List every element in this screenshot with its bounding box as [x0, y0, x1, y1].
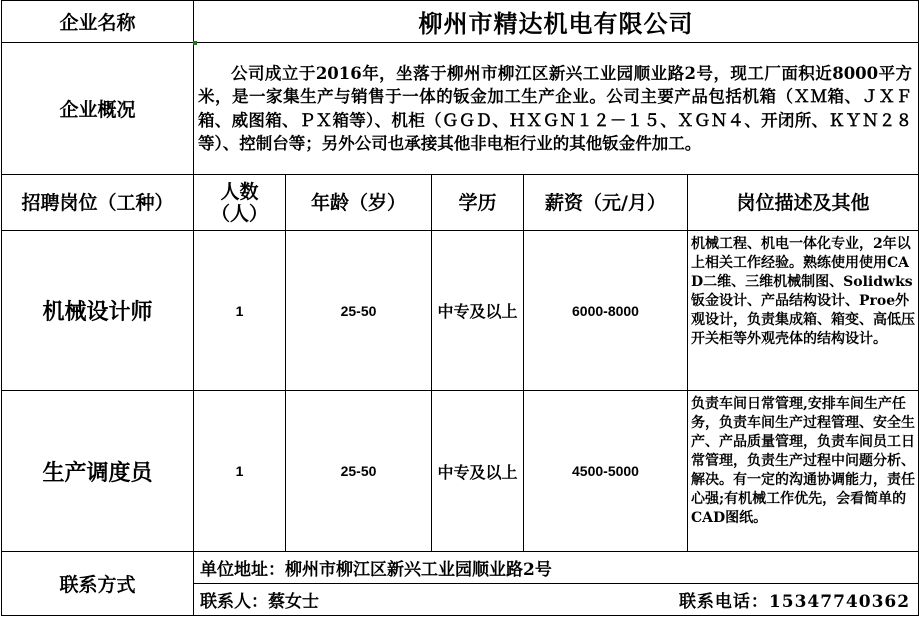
company-label: 企业名称 — [2, 1, 194, 43]
job-position: 生产调度员 — [2, 391, 194, 552]
job-description: 机械工程、机电一体化专业，2年以上相关工作经验。熟练使用使用CAD二维、三维机械制图、Solidwks钣金设计、产品结构设计、Proe外观设计，负责集成箱、箱变、高低压开关柜等外观壳体的结构设计。 — [688, 231, 919, 391]
contact-details — [194, 584, 919, 616]
job-count: 1 — [194, 231, 286, 391]
contact-address-row — [2, 552, 919, 584]
job-education: 中专及以上 — [432, 231, 524, 391]
recruitment-table — [1, 0, 919, 616]
job-row — [2, 391, 919, 552]
contact-person: 联系人：蔡女士 — [200, 592, 319, 612]
job-education: 中专及以上 — [432, 391, 524, 552]
header-row — [2, 175, 919, 231]
job-salary: 6000-8000 — [524, 231, 688, 391]
header-education: 学历 — [432, 175, 524, 231]
header-count: 人数（人） — [194, 175, 286, 231]
company-name: 柳州市精达机电有限公司 — [194, 1, 919, 43]
contact-label: 联系方式 — [2, 552, 194, 616]
company-row — [2, 1, 919, 43]
cell-marker — [193, 41, 197, 45]
job-count: 1 — [194, 391, 286, 552]
job-description: 负责车间日常管理,安排车间生产任务，负责车间生产过程管理、安全生产、产品质量管理，负责车间员工日常管理，负责生产过程中问题分析、解决。有一定的沟通协调能力，责任心强;有机械工作优先，会看简单的CAD图纸。 — [688, 391, 919, 552]
header-position: 招聘岗位（工种） — [2, 175, 194, 231]
header-salary: 薪资（元/月） — [524, 175, 688, 231]
contact-phone: 联系电话：15347740362 — [678, 592, 911, 612]
overview-label: 企业概况 — [2, 43, 194, 175]
overview-text: 公司成立于2016年，坐落于柳州市柳江区新兴工业园顺业路2号，现工厂面积近8000平方米，是一家集生产与销售于一体的钣金加工生产企业。公司主要产品包括机箱（ＸＭ箱、ＪＸＦ箱、威图箱、ＰＸ箱等）、机柜（ＧＧＤ、ＨＸＧＮ１２－１５、ＸＧＮ４、开闭所、ＫＹＮ２８等）、控制台等；另外公司也承接其他非电柜行业的其他钣金件加工。 — [194, 43, 919, 175]
header-description: 岗位描述及其他 — [688, 175, 919, 231]
overview-row — [2, 43, 919, 175]
job-age: 25-50 — [286, 231, 432, 391]
job-age: 25-50 — [286, 391, 432, 552]
job-row — [2, 231, 919, 391]
job-salary: 4500-5000 — [524, 391, 688, 552]
contact-address: 单位地址：柳州市柳江区新兴工业园顺业路2号 — [194, 552, 919, 584]
job-position: 机械设计师 — [2, 231, 194, 391]
header-age: 年龄（岁） — [286, 175, 432, 231]
